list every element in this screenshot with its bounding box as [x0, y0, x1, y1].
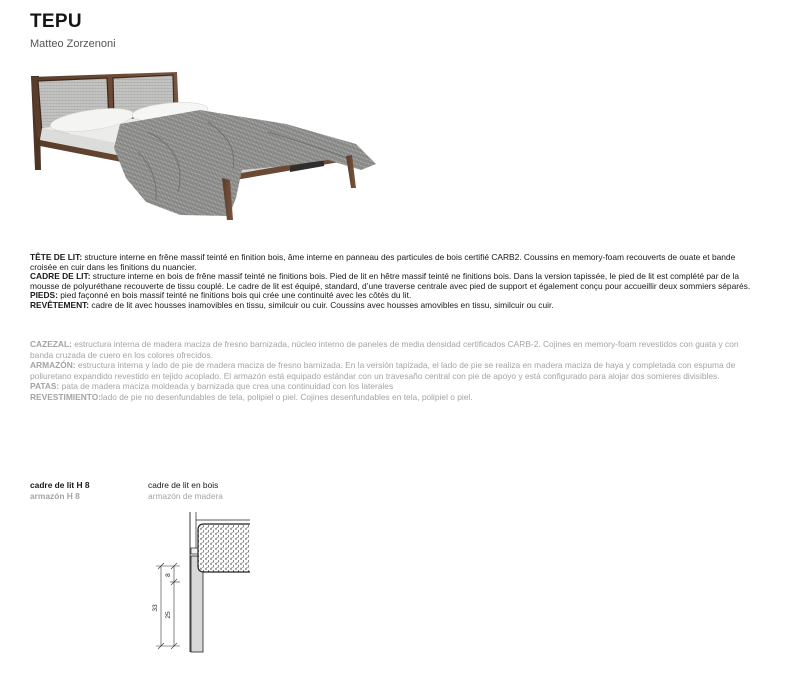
spec-covering-fr — [30, 301, 752, 311]
dimension-total: 33 — [152, 604, 159, 612]
spec-label: CAZEZAL: — [30, 339, 72, 349]
spec-label: REVESTIMIENTO: — [30, 391, 102, 402]
spec-frame-es — [30, 360, 752, 381]
frame-height-label-fr: cadre de lit H 8 — [30, 480, 90, 490]
frame-material-label-fr: cadre de lit en bois — [148, 480, 219, 490]
spec-text: pata de madera maciza moldeada y barnizada que crea una continuidad con los laterales — [59, 381, 394, 392]
spec-label: REVÊTEMENT: — [30, 299, 90, 310]
spec-feet-es — [30, 381, 752, 392]
designer-name: Matteo Zorzenoni — [30, 38, 116, 50]
spec-frame-fr — [30, 272, 752, 291]
spec-label: CADRE DE LIT: — [30, 271, 91, 282]
frame-material-label-es: armazón de madera — [148, 491, 223, 501]
spec-label: ARMAZÓN: — [30, 360, 76, 371]
description-french — [30, 253, 752, 311]
frame-height-label-es: armazón H 8 — [30, 491, 80, 501]
bed-illustration — [28, 72, 378, 224]
mattress-section — [198, 524, 250, 572]
spec-text: cadre de lit avec housses inamovibles en tissu, similcuir ou cuir. Coussins avec housses amovibles en tissu, similcuir ou cuir. — [89, 299, 554, 310]
dimension-upper: 8 — [165, 573, 172, 577]
product-name: TEPU — [30, 11, 82, 32]
spec-headboard-fr — [30, 253, 752, 272]
dimension-lower: 25 — [165, 611, 172, 619]
spec-text: lado de pie no desenfundables de tela, polipiel o piel. Cojines desenfundables en tela, polipiel o piel. — [101, 391, 473, 402]
spec-text: estructura interna de madera maciza de fresno barnizada, núcleo interno de paneles de media densidad certificados CARB-2. Cojines en memory-foam revestidos con guata y con banda cruzada de cuero en los colores ofrecidos. — [30, 339, 739, 360]
description-spanish — [30, 339, 752, 403]
bed-frame-section-drawing — [150, 508, 252, 658]
spec-text: estructura interna y lado de pie de madera maciza de fresno barnizada. En la versión tapizada, el lado de pie se realiza en madera maciza de haya y completada con espuma de poliuretano expandido revestido en tejido acoplado. El armazón está equipado estándar con un travesaño central con pie de apoyo y está configurado para alojar dos somieres divisibles. — [30, 360, 736, 381]
throw-blanket — [114, 110, 376, 216]
spec-headboard-es — [30, 339, 752, 360]
spec-text: structure interne en frêne massif teinté en finition bois, âme interne en panneau des particules de bois certifié CARB2. Coussins en memory-foam recouverts de ouate et bande croisée en cuir dans les finitions du nuancier. — [30, 252, 736, 272]
spec-covering-es — [30, 392, 752, 403]
spec-text: pied façonné en bois massif teinté ne finitions bois qui crée une continuité avec les côtés du lit. — [57, 290, 412, 301]
spec-label: PIEDS: — [30, 290, 58, 301]
spec-text: structure interne en bois de frêne massif teinté ne finitions bois. Pied de lit en hêtre massif teinté ne finitions bois. Dans la version tapissée, le pied de lit est complété par de la mousse de polyuréthane recouverte de tissu couplé. Le cadre de lit est équipé, standard, d’une traverse centrale avec pied de support et également conçu pour accueillir deux sommiers séparés. — [30, 271, 751, 291]
spec-label: TÊTE DE LIT: — [30, 252, 83, 262]
spec-label: PATAS: — [30, 381, 60, 392]
